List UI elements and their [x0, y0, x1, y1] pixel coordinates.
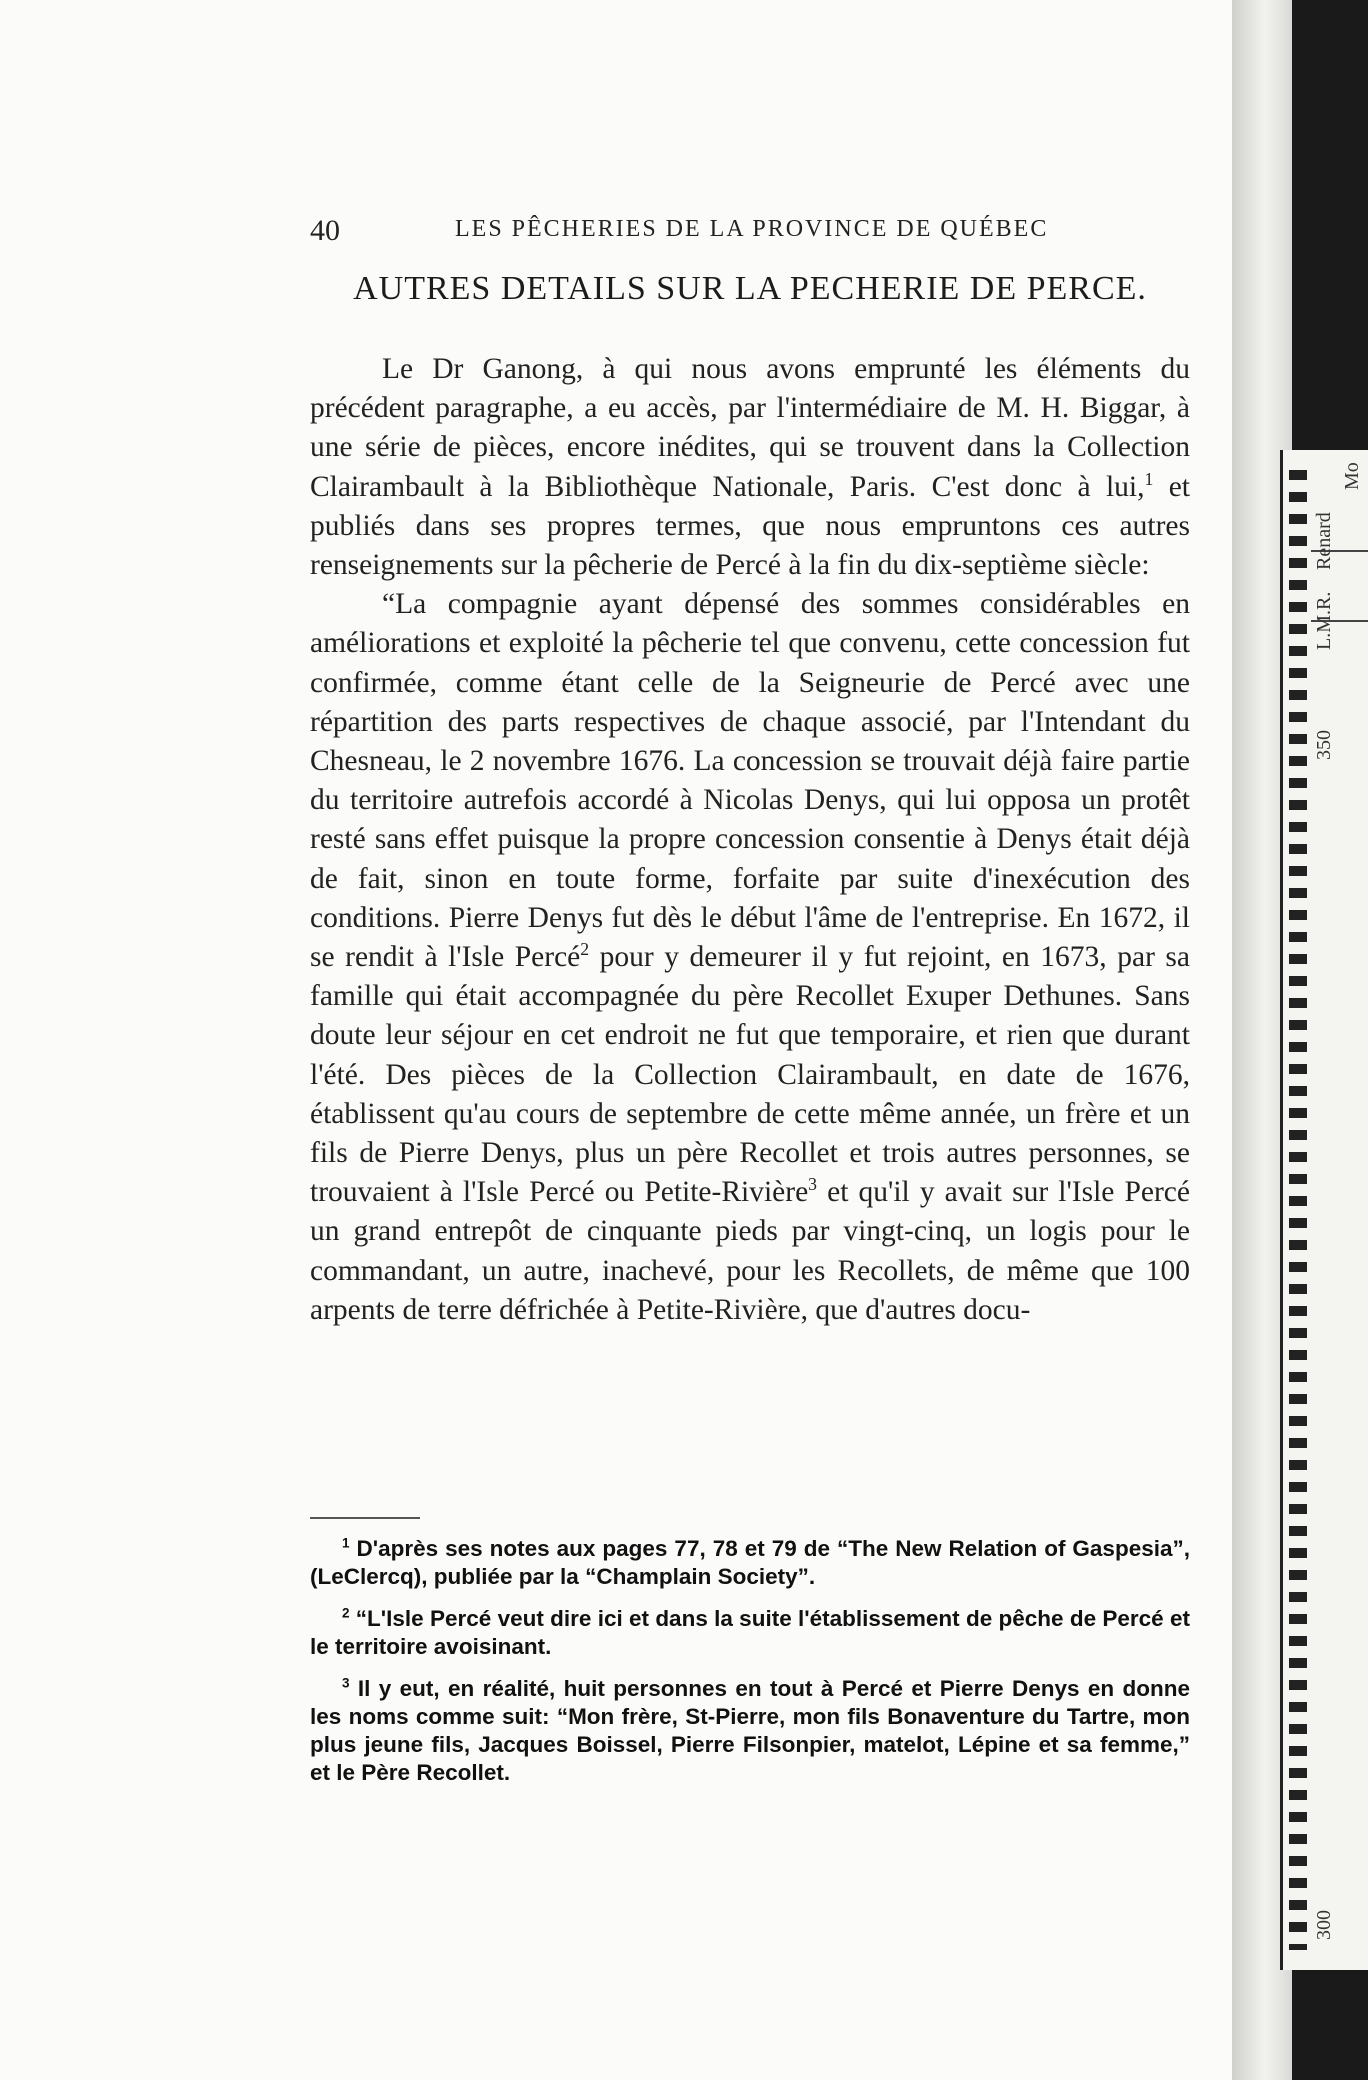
- map-label: L.M.R.: [1313, 591, 1335, 650]
- running-head: [310, 214, 1232, 247]
- footnote-ref: 3: [808, 1174, 818, 1195]
- map-label: 350: [1313, 730, 1335, 760]
- body-text: [310, 350, 1190, 1330]
- page-number: 40: [310, 214, 340, 247]
- section-title: AUTRES DETAILS SUR LA PECHERIE DE PERCE.: [353, 270, 1147, 307]
- footnote-ref: 2: [580, 939, 590, 960]
- map-label: 300: [1313, 1910, 1335, 1940]
- footnote: $^3$ Il y eut, en réalité, huit personnes en tout à Percé et Pierre Denys en donne les noms comme suit: “Mon frère, St-Pierre, mon fils Bonaventure du Tartre, mon plus jeune fils, Jacques Boissel, Pierre Filsonpier, matelot, Lépine et sa femme,” et le Père Recollet.: [310, 1675, 1190, 1785]
- running-title: LES PÊCHERIES DE LA PROVINCE DE QUÉBEC: [455, 216, 1049, 242]
- footnote-ref: 1: [1144, 468, 1154, 489]
- paragraph: Le Dr Ganong, à qui nous avons emprunté les éléments du précédent paragraphe, a eu accès, par l'intermédiaire de M. H. Biggar, à une série de pièces, encore inédites, qui se trouvent dans la Collection Clairambault à la Bibliothèque Nationale, Paris. C'est donc à lui,$^1$ et publiés dans ses propres termes, que nous empruntons ces autres renseignements sur la pêcherie de Percé à la fin du dix-septième siècle:: [310, 353, 1190, 582]
- footnote: $^2$ “L'Isle Percé veut dire ici et dans la suite l'établissement de pêche de Percé et le territoire avoisinant.: [310, 1605, 1190, 1659]
- map-scale-rail: [1289, 470, 1307, 1950]
- paragraph: “La compagnie ayant dépensé des sommes considérables en améliorations et exploité la pêcherie tel que convenu, cette concession fut confirmée, comme étant celle de la Seigneurie de Percé avec une répartition des parts respectives de chaque associé, par l'Intendant du Chesneau, le 2 novembre 1676. La concession se trouvait déjà faire partie du territoire autrefois accordé à Nicolas Denys, qui lui opposa un protêt resté sans effet puisque la propre concession consentie à Denys était déjà de fait, sinon en toute forme, forfaite par suite d'inexécution des conditions. Pierre Denys fut dès le début l'âme de l'entreprise. En 1672, il se rendit à l'Isle Percé$^2$ pour y demeurer il y fut rejoint, en 1673, par sa famille qui était accompagnée du père Recollet Exuper Dethunes. Sans doute leur séjour en cet endroit ne fut que temporaire, et rien que durant l'été. Des pièces de la Collection Clairambault, en date de 1676, établissent qu'au cours de septembre de cette même année, un frère et un fils de Pierre Denys, plus un père Recollet et trois autres personnes, se trouvaient à l'Isle Percé ou Petite-Rivière$^3$ et qu'il y avait sur l'Isle Percé un grand entrepôt de cinquante pieds par vingt-cinq, un logis pour le commandant, un autre, inachevé, pour les Recollets, de même que 100 arpents de terre défrichée à Petite-Rivière, que d'autres docu-: [310, 588, 1191, 1326]
- footnotes: [310, 1535, 1190, 1801]
- map-label: Renard: [1313, 512, 1335, 570]
- footnote-rule: [310, 1517, 420, 1519]
- footnote: $^1$ D'après ses notes aux pages 77, 78 et 79 de “The New Relation of Gaspesia”, (LeClercq), publiée par la “Champlain Society”.: [310, 1535, 1190, 1589]
- adjacent-map-fragment: [1280, 450, 1368, 1970]
- map-label: Mo: [1341, 462, 1363, 490]
